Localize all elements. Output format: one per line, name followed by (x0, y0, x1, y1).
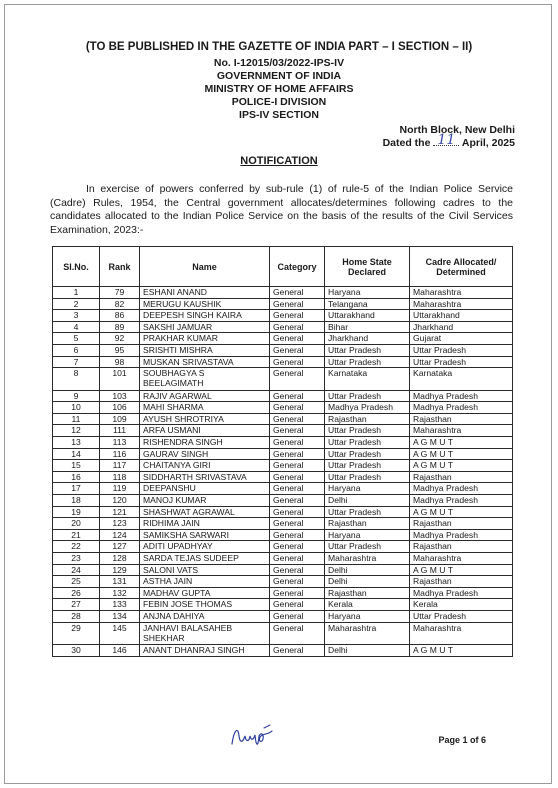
cell-cadre: Karnataka (410, 368, 513, 391)
cell-home-state: Rajasthan (325, 587, 410, 599)
cell-sl-no: 13 (53, 437, 100, 449)
cell-sl-no: 18 (53, 495, 100, 507)
cell-name: MADHAV GUPTA (140, 587, 270, 599)
signature-mark (228, 722, 278, 750)
cell-sl-no: 4 (53, 321, 100, 333)
cell-sl-no: 19 (53, 506, 100, 518)
cell-category: General (270, 495, 325, 507)
cell-rank: 146 (100, 645, 140, 657)
header-home-state: Home State Declared (325, 247, 410, 287)
table-row (53, 645, 513, 657)
cell-category: General (270, 622, 325, 645)
cell-cadre: Maharashtra (410, 622, 513, 645)
cell-cadre: Madhya Pradesh (410, 402, 513, 414)
cell-name: ASTHA JAIN (140, 576, 270, 588)
cell-rank: 123 (100, 518, 140, 530)
header-cadre: Cadre Allocated/ Determined (410, 247, 513, 287)
cell-category: General (270, 344, 325, 356)
cell-cadre: Madhya Pradesh (410, 587, 513, 599)
cell-rank: 98 (100, 356, 140, 368)
cell-sl-no: 2 (53, 298, 100, 310)
cell-sl-no: 16 (53, 471, 100, 483)
cell-name: RIDHIMA JAIN (140, 518, 270, 530)
cell-name: ESHANI ANAND (140, 287, 270, 299)
cell-category: General (270, 610, 325, 622)
cell-rank: 118 (100, 471, 140, 483)
cell-home-state: Telangana (325, 298, 410, 310)
cell-sl-no: 29 (53, 622, 100, 645)
cell-name: ADITI UPADHYAY (140, 541, 270, 553)
cell-category: General (270, 425, 325, 437)
cell-sl-no: 21 (53, 529, 100, 541)
cell-cadre: Madhya Pradesh (410, 529, 513, 541)
date-suffix: April, 2025 (461, 137, 515, 149)
cell-cadre: A G M U T (410, 564, 513, 576)
gazette-line: (TO BE PUBLISHED IN THE GAZETTE OF INDIA PART – I SECTION – II) (85, 41, 473, 53)
table-row (53, 529, 513, 541)
cell-home-state: Uttar Pradesh (325, 460, 410, 472)
cell-cadre: A G M U T (410, 645, 513, 657)
cell-rank: 82 (100, 298, 140, 310)
cell-rank: 116 (100, 448, 140, 460)
cell-sl-no: 11 (53, 413, 100, 425)
cell-name: MUSKAN SRIVASTAVA (140, 356, 270, 368)
cell-home-state: Maharashtra (325, 622, 410, 645)
table-row (53, 610, 513, 622)
cell-category: General (270, 287, 325, 299)
table-row (53, 552, 513, 564)
cell-home-state: Kerala (325, 599, 410, 611)
header-category: Category (270, 247, 325, 287)
cell-category: General (270, 402, 325, 414)
cell-home-state: Jharkhand (325, 333, 410, 345)
table-row (53, 310, 513, 322)
cell-name: PRAKHAR KUMAR (140, 333, 270, 345)
cell-rank: 79 (100, 287, 140, 299)
header-name: Name (140, 247, 270, 287)
cell-home-state: Karnataka (325, 368, 410, 391)
cell-home-state: Haryana (325, 287, 410, 299)
cell-home-state: Rajasthan (325, 413, 410, 425)
table-row (53, 413, 513, 425)
cell-category: General (270, 471, 325, 483)
cell-rank: 101 (100, 368, 140, 391)
cell-name: SHASHWAT AGRAWAL (140, 506, 270, 518)
cell-rank: 113 (100, 437, 140, 449)
cell-category: General (270, 413, 325, 425)
cell-sl-no: 8 (53, 368, 100, 391)
cell-cadre: A G M U T (410, 448, 513, 460)
cell-name: MAHI SHARMA (140, 402, 270, 414)
cell-category: General (270, 541, 325, 553)
cell-name: MERUGU KAUSHIK (140, 298, 270, 310)
table-row (53, 448, 513, 460)
cell-sl-no: 3 (53, 310, 100, 322)
table-row (53, 518, 513, 530)
cell-home-state: Maharashtra (325, 552, 410, 564)
section-name: IPS-IV SECTION (239, 109, 319, 121)
cell-sl-no: 20 (53, 518, 100, 530)
cell-cadre: A G M U T (410, 437, 513, 449)
table-row (53, 425, 513, 437)
cell-cadre: A G M U T (410, 460, 513, 472)
page-number: Page 1 of 6 (438, 735, 486, 745)
table-row (53, 599, 513, 611)
cell-home-state: Delhi (325, 645, 410, 657)
cell-name: SARDA TEJAS SUDEEP (140, 552, 270, 564)
date-prefix: Dated the (382, 137, 431, 149)
table-row (53, 298, 513, 310)
cell-cadre: Maharashtra (410, 298, 513, 310)
cell-name: SIDDHARTH SRIVASTAVA (140, 471, 270, 483)
cell-name: ARFA USMANI (140, 425, 270, 437)
cell-cadre: Madhya Pradesh (410, 495, 513, 507)
cell-category: General (270, 321, 325, 333)
cell-name: RAJIV AGARWAL (140, 390, 270, 402)
intro-paragraph: In exercise of powers conferred by sub-rule (1) of rule-5 of the Indian Police Service (Cadre) Rules, 1954, the Central government allocates/determines following cadres to the candidates allocated to the Indian Police Service on the basis of the results of the Civil Services Examination, 2023:- (50, 183, 513, 236)
cell-sl-no: 24 (53, 564, 100, 576)
table-row (53, 471, 513, 483)
cell-home-state: Delhi (325, 495, 410, 507)
cell-rank: 103 (100, 390, 140, 402)
cell-category: General (270, 576, 325, 588)
cell-home-state: Delhi (325, 564, 410, 576)
cell-name: ANANT DHANRAJ SINGH (140, 645, 270, 657)
table-row (53, 622, 513, 645)
file-number: No. I-12015/03/2022-IPS-IV (213, 57, 345, 69)
table-header-row (53, 247, 513, 287)
cell-home-state: Uttar Pradesh (325, 448, 410, 460)
cell-sl-no: 25 (53, 576, 100, 588)
cell-rank: 109 (100, 413, 140, 425)
table-row (53, 344, 513, 356)
cell-cadre: Rajasthan (410, 518, 513, 530)
cell-name: CHAITANYA GIRI (140, 460, 270, 472)
cell-rank: 129 (100, 564, 140, 576)
cell-cadre: Madhya Pradesh (410, 483, 513, 495)
cell-category: General (270, 552, 325, 564)
cell-category: General (270, 356, 325, 368)
table-row (53, 495, 513, 507)
cadre-allocation-table (52, 246, 513, 657)
cell-sl-no: 30 (53, 645, 100, 657)
cell-cadre: A G M U T (410, 506, 513, 518)
cell-sl-no: 23 (53, 552, 100, 564)
cell-home-state: Delhi (325, 576, 410, 588)
cell-category: General (270, 368, 325, 391)
cell-cadre: Rajasthan (410, 413, 513, 425)
cell-name: DEEPESH SINGH KAIRA (140, 310, 270, 322)
cell-name: MANOJ KUMAR (140, 495, 270, 507)
cell-name: DEEPANSHU (140, 483, 270, 495)
cell-sl-no: 22 (53, 541, 100, 553)
cell-home-state: Haryana (325, 483, 410, 495)
table-row (53, 506, 513, 518)
cell-rank: 120 (100, 495, 140, 507)
cell-rank: 128 (100, 552, 140, 564)
cell-category: General (270, 645, 325, 657)
notification-title: NOTIFICATION (240, 155, 318, 167)
place-line: North Block, New Delhi (399, 124, 515, 136)
table-row (53, 483, 513, 495)
cell-home-state: Uttar Pradesh (325, 471, 410, 483)
cell-rank: 127 (100, 541, 140, 553)
cell-category: General (270, 390, 325, 402)
cell-category: General (270, 529, 325, 541)
cell-sl-no: 6 (53, 344, 100, 356)
table-row (53, 460, 513, 472)
table-row (53, 541, 513, 553)
header-rank: Rank (100, 247, 140, 287)
cell-category: General (270, 333, 325, 345)
cell-sl-no: 7 (53, 356, 100, 368)
cell-category: General (270, 483, 325, 495)
cell-home-state: Uttar Pradesh (325, 437, 410, 449)
cell-category: General (270, 506, 325, 518)
cell-category: General (270, 564, 325, 576)
cell-sl-no: 28 (53, 610, 100, 622)
cell-rank: 132 (100, 587, 140, 599)
cell-rank: 92 (100, 333, 140, 345)
cell-category: General (270, 460, 325, 472)
cell-sl-no: 17 (53, 483, 100, 495)
cell-name: SOUBHAGYA S BEELAGIMATH (140, 368, 270, 391)
cell-rank: 119 (100, 483, 140, 495)
cell-name: SRISHTI MISHRA (140, 344, 270, 356)
cell-cadre: Uttarakhand (410, 310, 513, 322)
table-row (53, 287, 513, 299)
ministry-name: MINISTRY OF HOME AFFAIRS (204, 83, 354, 95)
date-day-handwritten: 11 (433, 135, 459, 146)
table-row (53, 587, 513, 599)
table-row (53, 368, 513, 391)
table-row (53, 437, 513, 449)
cell-rank: 121 (100, 506, 140, 518)
cell-name: ANJNA DAHIYA (140, 610, 270, 622)
cell-rank: 133 (100, 599, 140, 611)
date-line (382, 132, 515, 149)
cell-sl-no: 26 (53, 587, 100, 599)
cell-name: SAKSHI JAMUAR (140, 321, 270, 333)
division-name: POLICE-I DIVISION (231, 96, 327, 108)
cell-category: General (270, 437, 325, 449)
cell-sl-no: 10 (53, 402, 100, 414)
cell-cadre: Jharkhand (410, 321, 513, 333)
cell-rank: 124 (100, 529, 140, 541)
cell-home-state: Uttar Pradesh (325, 541, 410, 553)
cell-rank: 106 (100, 402, 140, 414)
cell-sl-no: 5 (53, 333, 100, 345)
cell-rank: 117 (100, 460, 140, 472)
cell-home-state: Uttarakhand (325, 310, 410, 322)
table-row (53, 321, 513, 333)
cell-sl-no: 1 (53, 287, 100, 299)
cell-home-state: Haryana (325, 610, 410, 622)
cell-category: General (270, 587, 325, 599)
cell-name: JANHAVI BALASAHEB SHEKHAR (140, 622, 270, 645)
cell-sl-no: 27 (53, 599, 100, 611)
cell-category: General (270, 298, 325, 310)
cell-name: AYUSH SHROTRIYA (140, 413, 270, 425)
cell-sl-no: 9 (53, 390, 100, 402)
cell-cadre: Rajasthan (410, 471, 513, 483)
cell-category: General (270, 448, 325, 460)
cell-cadre: Maharashtra (410, 552, 513, 564)
cell-name: RISHENDRA SINGH (140, 437, 270, 449)
table-row (53, 390, 513, 402)
table-row (53, 402, 513, 414)
cell-rank: 131 (100, 576, 140, 588)
cell-rank: 111 (100, 425, 140, 437)
table-row (53, 576, 513, 588)
cell-rank: 86 (100, 310, 140, 322)
cell-rank: 145 (100, 622, 140, 645)
cell-cadre: Uttar Pradesh (410, 610, 513, 622)
cell-cadre: Kerala (410, 599, 513, 611)
cell-home-state: Madhya Pradesh (325, 402, 410, 414)
cell-cadre: Maharashtra (410, 287, 513, 299)
cell-home-state: Uttar Pradesh (325, 425, 410, 437)
cell-cadre: Rajasthan (410, 541, 513, 553)
header-sl-no: Sl.No. (53, 247, 100, 287)
cell-home-state: Uttar Pradesh (325, 506, 410, 518)
cell-rank: 134 (100, 610, 140, 622)
table-row (53, 333, 513, 345)
cell-home-state: Uttar Pradesh (325, 344, 410, 356)
cell-category: General (270, 599, 325, 611)
table-row (53, 356, 513, 368)
cell-name: SALONI VATS (140, 564, 270, 576)
cell-cadre: Uttar Pradesh (410, 344, 513, 356)
cell-home-state: Haryana (325, 529, 410, 541)
cell-home-state: Bihar (325, 321, 410, 333)
cell-sl-no: 12 (53, 425, 100, 437)
cell-category: General (270, 518, 325, 530)
cell-cadre: Rajasthan (410, 576, 513, 588)
cell-cadre: Madhya Pradesh (410, 390, 513, 402)
cell-category: General (270, 310, 325, 322)
cell-home-state: Uttar Pradesh (325, 356, 410, 368)
cell-cadre: Gujarat (410, 333, 513, 345)
cell-home-state: Uttar Pradesh (325, 390, 410, 402)
table-row (53, 564, 513, 576)
cell-rank: 89 (100, 321, 140, 333)
cell-home-state: Rajasthan (325, 518, 410, 530)
cell-cadre: Maharashtra (410, 425, 513, 437)
cell-name: SAMIKSHA SARWARI (140, 529, 270, 541)
cell-name: GAURAV SINGH (140, 448, 270, 460)
government-name: GOVERNMENT OF INDIA (216, 70, 342, 82)
office-header (0, 57, 558, 122)
cell-name: FEBIN JOSE THOMAS (140, 599, 270, 611)
cell-rank: 95 (100, 344, 140, 356)
cell-cadre: Uttar Pradesh (410, 356, 513, 368)
cell-sl-no: 15 (53, 460, 100, 472)
cell-sl-no: 14 (53, 448, 100, 460)
